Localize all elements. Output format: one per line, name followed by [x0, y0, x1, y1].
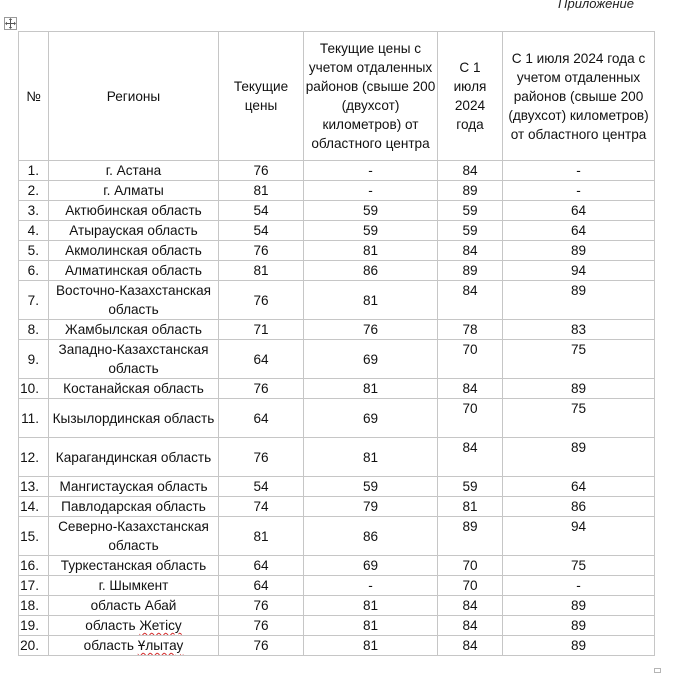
- cell-from-july-2024: 84: [438, 616, 503, 636]
- cell-from-july-2024: 84: [438, 161, 503, 181]
- cell-region: Карагандинская область: [49, 438, 219, 477]
- table-row: [19, 636, 655, 656]
- cell-number: 4.: [19, 221, 49, 241]
- cell-number: 10.: [19, 379, 49, 399]
- table-move-handle[interactable]: [4, 17, 17, 30]
- cell-current-price: 54: [219, 201, 304, 221]
- cell-current-price: 76: [219, 616, 304, 636]
- cell-current-price: 71: [219, 320, 304, 340]
- cell-number: 5.: [19, 241, 49, 261]
- cell-region: Акмолинская область: [49, 241, 219, 261]
- cell-current-price-remote: 81: [304, 438, 438, 477]
- cell-from-july-2024-remote: 94: [503, 517, 655, 556]
- cell-from-july-2024: 84: [438, 438, 503, 477]
- cell-current-price-remote: 81: [304, 281, 438, 320]
- table-header-row: [19, 32, 655, 161]
- cell-current-price-remote: 79: [304, 497, 438, 517]
- cell-from-july-2024: 70: [438, 399, 503, 438]
- cell-current-price: 64: [219, 556, 304, 576]
- cell-from-july-2024-remote: 89: [503, 281, 655, 320]
- table-row: [19, 379, 655, 399]
- cell-region: Восточно-Казахстанская область: [49, 281, 219, 320]
- cell-from-july-2024-remote: -: [503, 161, 655, 181]
- prices-table: [18, 31, 655, 656]
- cell-region: г. Алматы: [49, 181, 219, 201]
- region-name-spellcheck-flagged[interactable]: Жетісу: [139, 618, 182, 633]
- cell-number: 19.: [19, 616, 49, 636]
- cell-region: Северно-Казахстанская область: [49, 517, 219, 556]
- cell-current-price-remote: 69: [304, 340, 438, 379]
- cell-number: 18.: [19, 596, 49, 616]
- cell-from-july-2024-remote: 89: [503, 379, 655, 399]
- cell-from-july-2024: 70: [438, 556, 503, 576]
- cell-current-price-remote: 59: [304, 477, 438, 497]
- cell-number: 6.: [19, 261, 49, 281]
- cell-region: г. Астана: [49, 161, 219, 181]
- cell-from-july-2024-remote: 83: [503, 320, 655, 340]
- cell-region: [49, 616, 219, 636]
- cell-number: 2.: [19, 181, 49, 201]
- region-name-spellcheck-flagged[interactable]: Ұлытау: [137, 638, 184, 653]
- cell-from-july-2024-remote: 75: [503, 340, 655, 379]
- cell-current-price-remote: -: [304, 576, 438, 596]
- cell-from-july-2024-remote: 75: [503, 556, 655, 576]
- cell-current-price-remote: 86: [304, 517, 438, 556]
- table-row: [19, 477, 655, 497]
- cell-current-price-remote: 81: [304, 596, 438, 616]
- cell-current-price: 76: [219, 596, 304, 616]
- table-row: [19, 616, 655, 636]
- cell-current-price: 81: [219, 261, 304, 281]
- table-row: [19, 241, 655, 261]
- table-row: [19, 340, 655, 379]
- cell-number: 20.: [19, 636, 49, 656]
- cell-region: г. Шымкент: [49, 576, 219, 596]
- table-row: [19, 281, 655, 320]
- cell-from-july-2024-remote: 89: [503, 241, 655, 261]
- cell-region: Костанайская область: [49, 379, 219, 399]
- cell-from-july-2024: 70: [438, 576, 503, 596]
- cell-region: Кызылординская область: [49, 399, 219, 438]
- cell-from-july-2024-remote: 89: [503, 616, 655, 636]
- cell-current-price-remote: -: [304, 161, 438, 181]
- cell-from-july-2024: 59: [438, 221, 503, 241]
- cell-region: Павлодарская область: [49, 497, 219, 517]
- cell-from-july-2024: 59: [438, 201, 503, 221]
- cell-region: Жамбылская область: [49, 320, 219, 340]
- table-row: [19, 181, 655, 201]
- cell-from-july-2024: 89: [438, 517, 503, 556]
- cell-number: 8.: [19, 320, 49, 340]
- region-prefix: область: [85, 618, 140, 633]
- cell-number: 14.: [19, 497, 49, 517]
- cell-current-price: 64: [219, 576, 304, 596]
- cell-from-july-2024-remote: 64: [503, 201, 655, 221]
- table-row: [19, 438, 655, 477]
- cell-current-price: 54: [219, 477, 304, 497]
- region-prefix: область: [83, 638, 138, 653]
- cell-from-july-2024: 70: [438, 340, 503, 379]
- cell-from-july-2024: 84: [438, 281, 503, 320]
- cell-number: 12.: [19, 438, 49, 477]
- cell-region: Мангистауская область: [49, 477, 219, 497]
- cell-current-price: 64: [219, 340, 304, 379]
- cell-from-july-2024: 78: [438, 320, 503, 340]
- cell-current-price: 76: [219, 636, 304, 656]
- cell-current-price: 81: [219, 517, 304, 556]
- cell-current-price-remote: 69: [304, 556, 438, 576]
- cell-from-july-2024-remote: 75: [503, 399, 655, 438]
- cell-current-price: 76: [219, 438, 304, 477]
- cell-current-price: 76: [219, 379, 304, 399]
- header-from-july-2024-remote: С 1 июля 2024 года с учетом отдаленных районов (свыше 200 (двухсот) километров) от областного центра: [503, 32, 655, 161]
- cell-current-price-remote: 81: [304, 241, 438, 261]
- header-current-price: Текущие цены: [219, 32, 304, 161]
- cell-current-price-remote: 59: [304, 221, 438, 241]
- cell-current-price-remote: -: [304, 181, 438, 201]
- cell-current-price: 64: [219, 399, 304, 438]
- cell-current-price-remote: 76: [304, 320, 438, 340]
- cell-number: 16.: [19, 556, 49, 576]
- cell-from-july-2024-remote: 89: [503, 438, 655, 477]
- table-row: [19, 201, 655, 221]
- table-row: [19, 596, 655, 616]
- cell-number: 13.: [19, 477, 49, 497]
- cell-number: 17.: [19, 576, 49, 596]
- cell-current-price: 74: [219, 497, 304, 517]
- table-row: [19, 517, 655, 556]
- cell-current-price: 76: [219, 241, 304, 261]
- cell-from-july-2024: 89: [438, 261, 503, 281]
- cell-from-july-2024: 84: [438, 379, 503, 399]
- table-row: [19, 399, 655, 438]
- cell-from-july-2024-remote: -: [503, 181, 655, 201]
- cell-region: [49, 636, 219, 656]
- cell-current-price-remote: 81: [304, 379, 438, 399]
- cell-region: область Абай: [49, 596, 219, 616]
- cell-from-july-2024-remote: 86: [503, 497, 655, 517]
- cell-number: 11.: [19, 399, 49, 438]
- cell-current-price: 76: [219, 281, 304, 320]
- cell-from-july-2024-remote: -: [503, 576, 655, 596]
- cell-current-price: 81: [219, 181, 304, 201]
- cell-from-july-2024-remote: 94: [503, 261, 655, 281]
- cell-from-july-2024: 84: [438, 636, 503, 656]
- cell-number: 3.: [19, 201, 49, 221]
- table-row: [19, 261, 655, 281]
- cell-current-price-remote: 81: [304, 636, 438, 656]
- cell-from-july-2024: 89: [438, 181, 503, 201]
- cell-current-price-remote: 69: [304, 399, 438, 438]
- cell-number: 7.: [19, 281, 49, 320]
- cell-from-july-2024-remote: 64: [503, 477, 655, 497]
- cell-from-july-2024-remote: 89: [503, 596, 655, 616]
- cell-from-july-2024: 84: [438, 596, 503, 616]
- table-row: [19, 497, 655, 517]
- cell-from-july-2024: 59: [438, 477, 503, 497]
- table-row: [19, 320, 655, 340]
- cell-region: Западно-Казахстанская область: [49, 340, 219, 379]
- cell-number: 1.: [19, 161, 49, 181]
- cell-region: Алматинская область: [49, 261, 219, 281]
- cell-current-price-remote: 81: [304, 616, 438, 636]
- cell-from-july-2024-remote: 64: [503, 221, 655, 241]
- header-from-july-2024: С 1 июля 2024 года: [438, 32, 503, 161]
- appendix-label: Приложение: [558, 0, 634, 11]
- table-row: [19, 576, 655, 596]
- cell-current-price-remote: 59: [304, 201, 438, 221]
- cell-region: Атырауская область: [49, 221, 219, 241]
- cell-region: Туркестанская область: [49, 556, 219, 576]
- header-current-price-remote: Текущие цены с учетом отдаленных районов (свыше 200 (двухсот) километров) от областного центра: [304, 32, 438, 161]
- header-region: Регионы: [49, 32, 219, 161]
- table-row: [19, 161, 655, 181]
- four-arrows-move-icon: [5, 18, 16, 29]
- header-number: №: [19, 32, 49, 161]
- cell-from-july-2024: 81: [438, 497, 503, 517]
- cell-region: Актюбинская область: [49, 201, 219, 221]
- table-row: [19, 556, 655, 576]
- cell-number: 15.: [19, 517, 49, 556]
- cell-current-price-remote: 86: [304, 261, 438, 281]
- table-resize-handle[interactable]: [654, 668, 661, 673]
- cell-current-price: 54: [219, 221, 304, 241]
- cell-from-july-2024: 84: [438, 241, 503, 261]
- cell-number: 9.: [19, 340, 49, 379]
- cell-from-july-2024-remote: 89: [503, 636, 655, 656]
- cell-current-price: 76: [219, 161, 304, 181]
- table-row: [19, 221, 655, 241]
